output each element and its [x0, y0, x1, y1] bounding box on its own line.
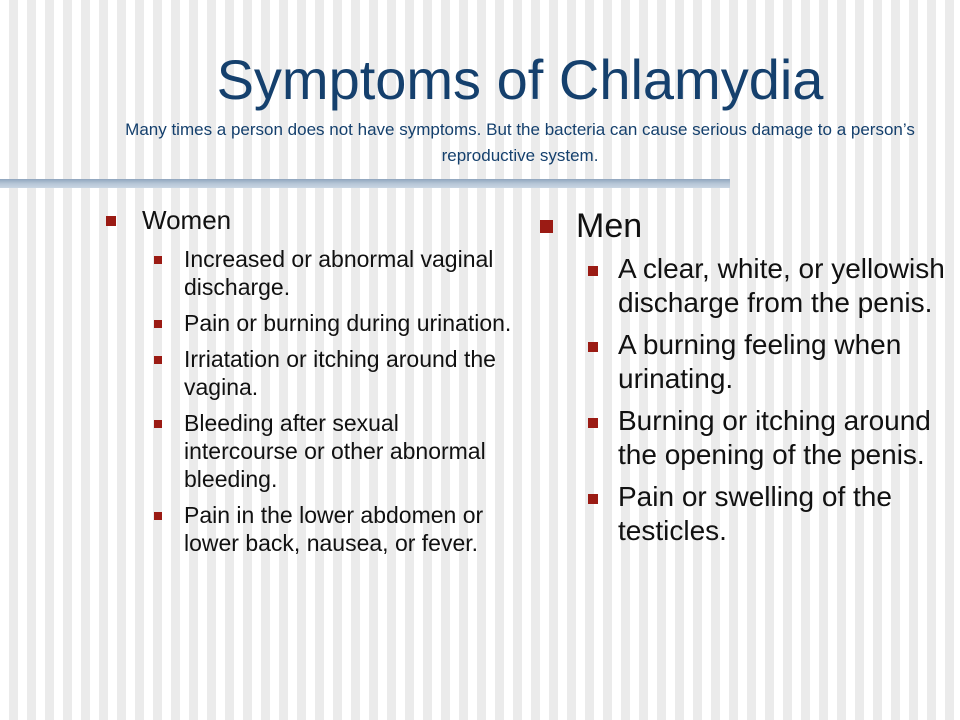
bullet-icon [154, 256, 162, 264]
bullet-icon [588, 418, 598, 428]
women-heading: Women [142, 205, 232, 235]
bullet-icon [588, 494, 598, 504]
list-item [588, 252, 948, 320]
women-symptom-text: Irriatation or itching around the vagina. [184, 346, 496, 400]
women-symptom-text: Increased or abnormal vaginal discharge. [184, 246, 494, 300]
list-item [154, 501, 514, 557]
women-symptom-text: Bleeding after sexual intercourse or other abnormal bleeding. [184, 410, 486, 492]
bullet-icon [154, 320, 162, 328]
title-divider [0, 179, 730, 188]
bullet-icon [154, 356, 162, 364]
list-item [588, 328, 948, 396]
women-heading-bullet [106, 216, 116, 226]
slide-title: Symptoms of Chlamydia [216, 48, 824, 111]
men-symptom-text: Burning or itching around the opening of the penis. [618, 405, 931, 470]
bullet-icon [588, 342, 598, 352]
women-symptom-text: Pain or burning during urination. [184, 310, 512, 336]
list-item [154, 309, 514, 337]
men-symptom-list [588, 252, 948, 556]
bullet-icon [154, 420, 162, 428]
list-item [588, 404, 948, 472]
men-symptom-text: Pain or swelling of the testicles. [618, 481, 892, 546]
list-item [154, 345, 514, 401]
list-item [588, 480, 948, 548]
women-symptom-text: Pain in the lower abdomen or lower back, nausea, or fever. [184, 502, 484, 556]
men-heading: Men [576, 207, 643, 245]
list-item [154, 409, 514, 493]
men-heading-bullet [540, 220, 553, 233]
men-symptom-text: A burning feeling when urinating. [618, 329, 902, 394]
bullet-icon [154, 512, 162, 520]
men-symptom-text: A clear, white, or yellowish discharge from the penis. [618, 253, 945, 318]
bullet-icon [588, 266, 598, 276]
women-symptom-list [154, 245, 514, 565]
slide-subtitle: Many times a person does not have symptoms. But the bacteria can cause serious damage to a person’s reproductive system. [125, 120, 915, 165]
list-item [154, 245, 514, 301]
